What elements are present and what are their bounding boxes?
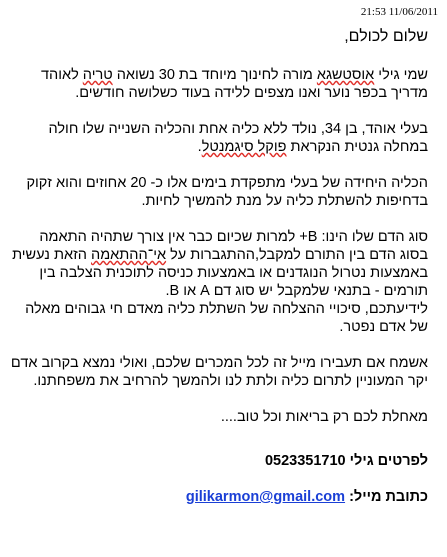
paragraph-husband xyxy=(10,120,428,156)
contact-label: לפרטים גילי xyxy=(345,453,428,469)
paragraph-intro xyxy=(10,66,428,102)
paragraph-success: לידיעתכם, סיכויי ההצלחה של השתלת כליה מאדם חי גבוהים מאלה של אדם נפטר. xyxy=(25,301,428,335)
husband-text-1: בעלי אוהד, בן 34, נולד ללא כליה אחת והכליה השנייה שלו חולה במחלה גנטית הנקראת xyxy=(48,121,428,155)
closing-line: מאחלת לכם רק בריאות וכל טוב.... xyxy=(220,409,428,425)
paragraph-blood-type xyxy=(10,228,428,300)
intro-word-tria: טריה xyxy=(82,67,113,83)
paragraph-kidney: הכליה היחידה של בעלי מתפקדת בימים אלו כ- 20 אחוזים והוא זקוק בדחיפות להשתלת כליה על מנת להמשיך לחיות. xyxy=(26,175,428,209)
timestamp: 21:53 11/06/2011 xyxy=(360,6,438,18)
blood-mismatch-word: אי־ההתאמה xyxy=(91,247,167,263)
husband-text-2: . xyxy=(197,139,202,155)
intro-surname: אוסטשגא xyxy=(316,67,375,83)
intro-text-3: לאוהד מדריך בכפר נוער ואנו מצפים ללידה בעוד כשלושה חודשים. xyxy=(40,67,428,101)
intro-text-2: מורה לחינוך מיוחד בת 30 נשואה xyxy=(112,67,317,83)
contact-phone: 0523351710 xyxy=(264,453,346,469)
blood-text-1: סוג הדם שלו הינו: B+ למרות שכיום כבר אין צורך שתהיה התאמה בסוג הדם בין התורם למקבל,ההתגברות על xyxy=(39,229,428,263)
contact-line xyxy=(10,452,428,470)
paragraph-request: אשמח אם תעבירו מייל זה לכל המכרים שלכם, ואולי נמצא בקרוב אדם יקר המעוניין לתרום כליה ולתת לנו ולהמשך להרחיב את משפחתנו. xyxy=(10,355,428,389)
email-line xyxy=(10,488,428,506)
greeting: שלום לכולם, xyxy=(344,28,428,45)
email-link[interactable]: gilikarmon@gmail.com xyxy=(185,489,346,505)
letter-body xyxy=(10,28,428,524)
blood-text-2: הזאת נעשית באמצעות נטרול הנוגדנים או באמצעות כניסה לתוכנית הצלבה בין תורמים - בתנאי שלמקבל יש סוג דם A או B. xyxy=(12,247,428,299)
disease-name: פוקל סיגמנטל xyxy=(201,139,287,155)
intro-text-1: שמי גילי xyxy=(374,67,428,83)
email-label: כתובת מייל: xyxy=(345,489,428,505)
